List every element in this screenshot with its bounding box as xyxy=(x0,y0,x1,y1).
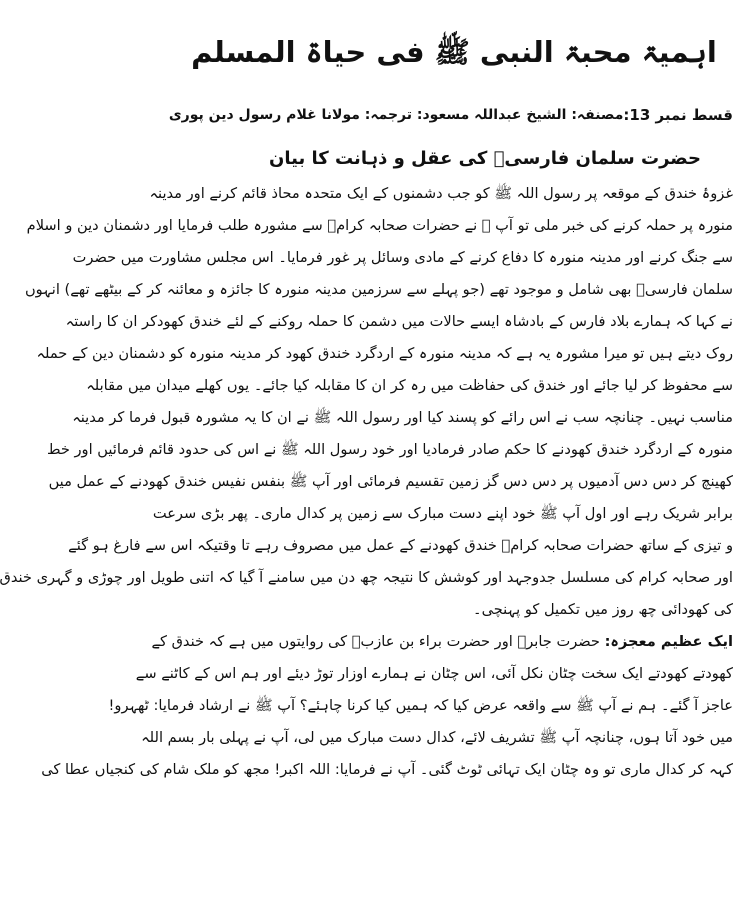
text-line: سے جنگ کرنے اور مدینہ منورہ کا دفاع کرنے کے مادی وسائل پر غور فرمایا۔ اس مجلس مشاورت میں حضرت xyxy=(72,249,733,266)
text-line: منورہ کے اردگرد خندق کھودنے کا حکم صادر فرمادیا اور خود رسول اللہ ﷺ نے اس کی حدود قائم فرمائیں اور خط xyxy=(46,441,733,458)
text-line: غزوۂ خندق کے موقعہ پر رسول اللہ ﷺ کو جب دشمنوں کے ایک متحدہ محاذ قائم کرنے اور مدینہ xyxy=(149,185,733,202)
miracle-lead-label: ایک عظیم معجزہ: xyxy=(604,633,733,650)
text-line: روک دیتے ہیں تو میرا مشورہ یہ ہے کہ مدینہ منورہ کے اردگرد خندق کھود کر مدینہ منورہ کو دشمنان دین کے حملہ xyxy=(36,345,733,362)
text-line: کھودتے کھودتے ایک سخت چٹان نکل آئی، اس چٹان نے ہمارے اوزار توڑ دیئے اور ہم اس کے کاٹنے سے xyxy=(135,665,733,682)
section-heading: حضرت سلمان فارسیؓ کی عقل و ذہانت کا بیان xyxy=(269,148,701,169)
text-line: عاجز آ گئے۔ ہم نے آپ ﷺ سے واقعہ عرض کیا کہ ہمیں کیا کرنا چاہئے؟ آپ ﷺ نے ارشاد فرمایا: ٹھہرو! xyxy=(108,697,733,714)
text-line: سے محفوظ کر لیا جائے اور خندق کی حفاظت میں رہ کر ان کا مقابلہ کیا جائے۔ یوں کھلے میدان میں مقابلہ xyxy=(86,377,733,394)
text-line: مناسب نہیں۔ چنانچہ سب نے اس رائے کو پسند کیا اور رسول اللہ ﷺ نے ان کا یہ مشورہ قبول فرما کر مدینہ xyxy=(72,409,733,426)
text-line: و تیزی کے ساتھ حضرات صحابہ کرامؓ خندق کھودنے کے عمل میں مصروف رہے تا وقتیکہ اس سے فارغ ہو گئے xyxy=(68,537,733,554)
text-line: کھینچ کر دس دس آدمیوں پر دس دس گز زمین تقسیم فرمائی اور آپ ﷺ بنفس نفیس خندق کھودنے کے عمل میں xyxy=(48,473,733,490)
page-title: اہمیۃ محبۃ النبی ﷺ فی حیاۃ المسلم xyxy=(191,35,717,69)
text-line: سلمان فارسیؓ بھی شامل و موجود تھے (جو پہلے سے سرزمین مدینہ منورہ کا جائزہ و معائنہ کر کے بیٹھے تھے) انہوں xyxy=(24,281,733,298)
text-line: کی کھودائی چھ روز میں تکمیل کو پہنچی۔ xyxy=(473,601,733,618)
episode-number: قسط نمبر 13: xyxy=(623,106,733,124)
paragraph-2 xyxy=(41,626,733,786)
text-line: نے کہا کہ ہمارے بلاد فارس کے بادشاہ ایسے حالات میں دشمن کا حملہ روکنے کے لئے خندق کھودکر ان کا راستہ xyxy=(65,313,733,330)
text-line: میں خود آتا ہوں، چنانچہ آپ ﷺ تشریف لائے، کدال دست مبارک میں لی، آپ نے پہلی بار بسم اللہ xyxy=(141,729,733,746)
article-body xyxy=(0,178,733,786)
text-line: اور صحابہ کرام کی مسلسل جدوجہد اور کوشش کا نتیجہ چھ دن میں سامنے آ گیا کہ اتنی طویل اور چوڑی و گہری خندق xyxy=(0,569,733,586)
paragraph-1 xyxy=(0,178,733,626)
text-line: کہہ کر کدال ماری تو وہ چٹان ایک تہائی ٹوٹ گئی۔ آپ نے فرمایا: اللہ اکبر! مجھ کو ملک شام کی کنجیاں عطا کی xyxy=(41,761,733,778)
text-line-rest: حضرت جابرؓ اور حضرت براء بن عازبؓ کی روایتوں میں ہے کہ خندق کے xyxy=(151,633,600,650)
article-meta xyxy=(168,102,733,128)
author-translator-credit: مصنفہ: الشیخ عبداللہ مسعود: ترجمہ: مولانا غلام رسول دین پوری xyxy=(168,107,624,123)
text-line: برابر شریک رہے اور اول آپ ﷺ خود اپنے دست مبارک سے زمین پر کدال ماری۔ پھر بڑی سرعت xyxy=(152,505,733,522)
text-line: منورہ پر حملہ کرنے کی خبر ملی تو آپ ﷺ نے حضرات صحابہ کرامؓ سے مشورہ طلب فرمایا اور دشمنان دین و اسلام xyxy=(26,217,733,234)
text-line xyxy=(151,626,733,658)
